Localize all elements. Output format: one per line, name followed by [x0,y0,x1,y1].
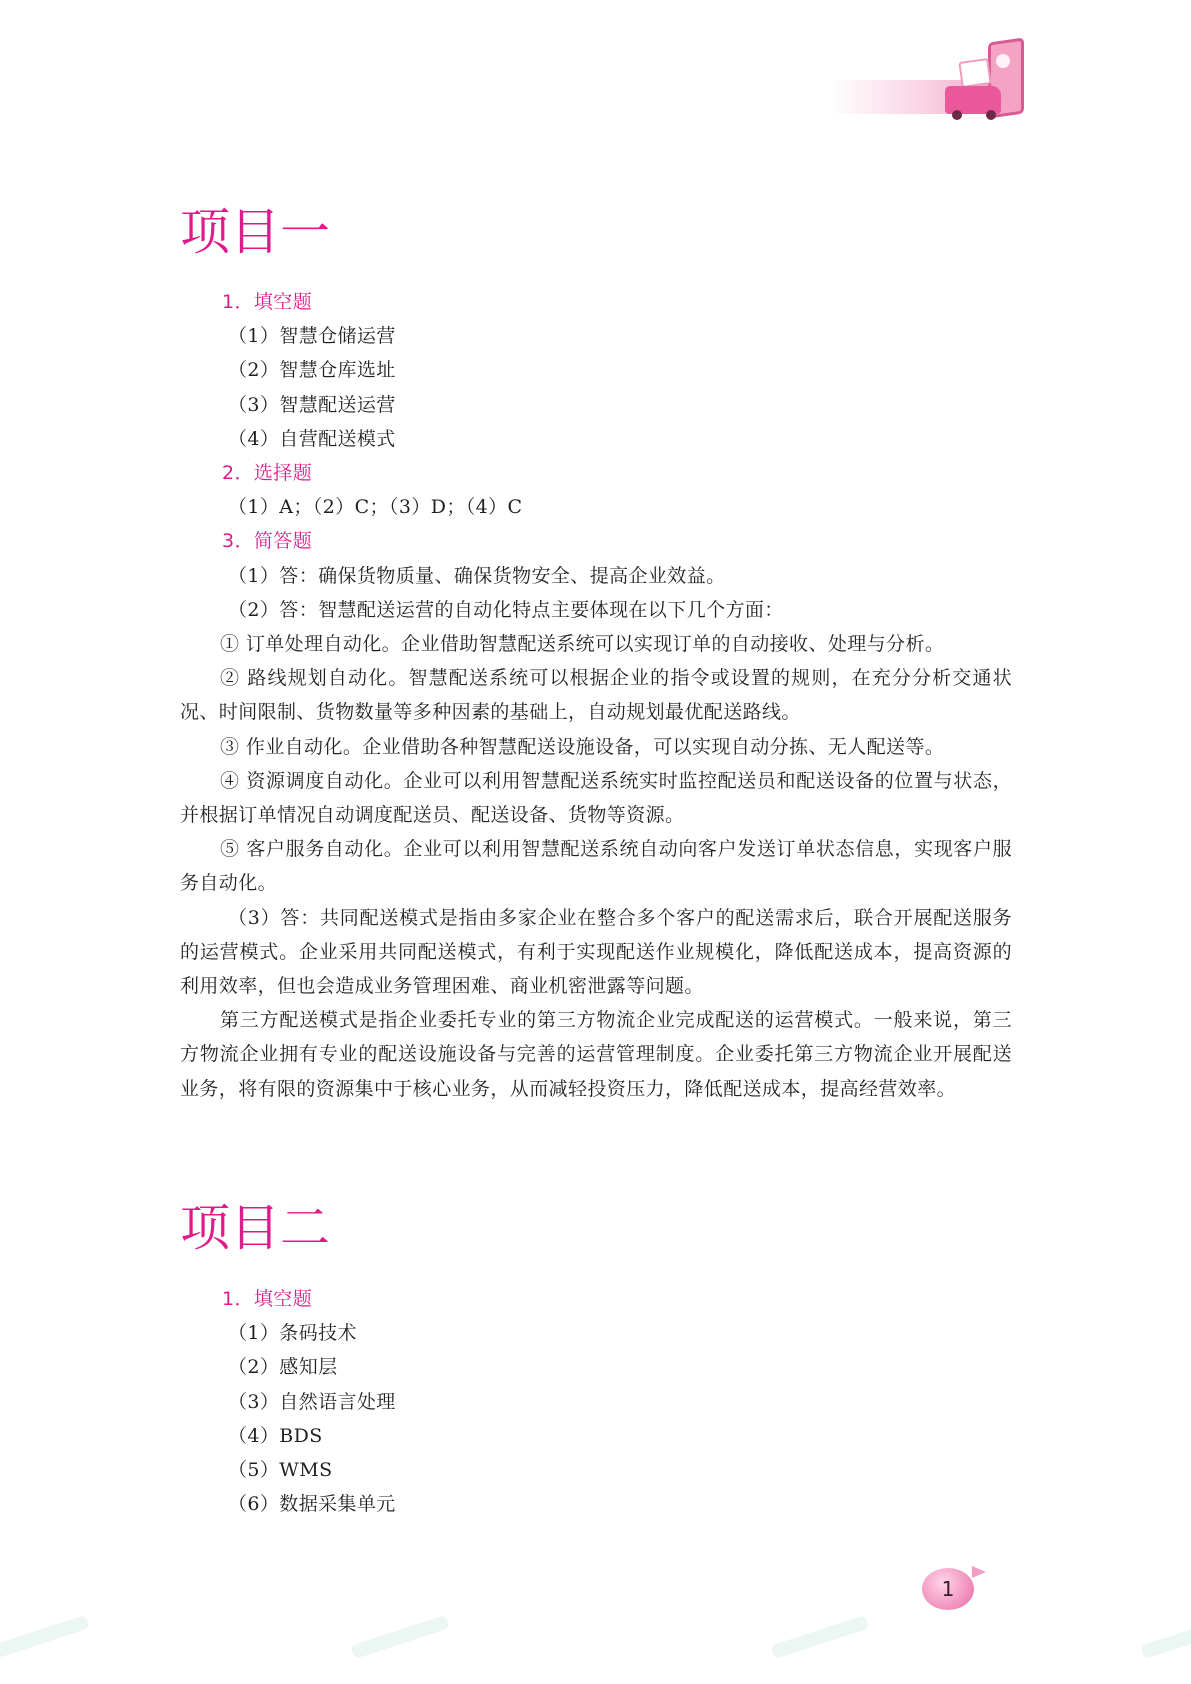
project1-body [180,285,1012,1106]
section-heading-choice: 2．选择题 [222,462,313,485]
answer-paragraph: （2）答：智慧配送运营的自动化特点主要体现在以下几个方面： [228,598,784,621]
answer-item: （4）BDS [228,1424,323,1447]
section-heading-short-answer: 3．简答题 [222,530,313,553]
answer-point: ⑤ 客户服务自动化。企业可以利用智慧配送系统自动向客户发送订单状态信息，实现客户服务自动化。 [180,838,1012,895]
flag-icon [972,1566,986,1578]
footer-watermark [770,1615,869,1659]
answer-item: （2）感知层 [228,1356,338,1379]
answer-item: （1）条码技术 [228,1322,357,1345]
answer-item: （4）自营配送模式 [228,427,396,450]
calendar-icon [958,58,991,88]
answer-item: （3）自然语言处理 [228,1390,396,1413]
location-pin-icon [996,54,1010,68]
section-heading-fill-blank: 1．填空题 [222,291,313,313]
answer-point: ③ 作业自动化。企业借助各种智慧配送设施设备，可以实现自动分拣、无人配送等。 [220,735,945,758]
answer-item: （1）A；（2）C；（3）D；（4）C [228,496,523,519]
answer-paragraph: 第三方配送模式是指企业委托专业的第三方物流企业完成配送的运营模式。一般来说，第三方物流企业拥有专业的配送设施设备与完善的运营管理制度。企业委托第三方物流企业开展配送业务，将有限的资源集中于核心业务，从而减轻投资压力，降低配送成本，提高经营效率。 [180,1009,1012,1100]
answer-paragraph: （1）答：确保货物质量、确保货物安全、提高企业效益。 [228,564,726,587]
project2-title: 项目二 [180,1199,330,1257]
answer-item: （3）智慧配送运营 [228,393,396,416]
footer-watermark [350,1615,449,1659]
footer-watermark [1140,1615,1191,1659]
answer-item: （1）智慧仓储运营 [228,325,396,348]
answer-point: ① 订单处理自动化。企业借助智慧配送系统可以实现订单的自动接收、处理与分析。 [220,633,945,656]
answer-item: （6）数据采集单元 [228,1493,396,1516]
project2-body [180,1282,1012,1521]
answer-paragraph: （3）答：共同配送模式是指由多家企业在整合多个客户的配送需求后，联合开展配送服务的运营模式。企业采用共同配送模式，有利于实现配送作业规模化，降低配送成本，提高资源的利用效率，但也会造成业务管理困难、商业机密泄露等问题。 [180,906,1012,998]
answer-point: ④ 资源调度自动化。企业可以利用智慧配送系统实时监控配送员和配送设备的位置与状态，并根据订单情况自动调度配送员、配送设备、货物等资源。 [180,769,1012,827]
answer-point: ② 路线规划自动化。智慧配送系统可以根据企业的指令或设置的规则，在充分分析交通状况、时间限制、货物数量等多种因素的基础上，自动规划最优配送路线。 [180,667,1012,724]
section-heading-fill-blank: 1．填空题 [222,1288,313,1310]
page-number: 1 [941,1577,955,1601]
truck-wheel-icon [986,110,996,120]
truck-wheel-icon [952,110,962,120]
answer-item: （2）智慧仓库选址 [228,359,396,382]
footer-watermark [0,1615,90,1659]
project1-title: 项目一 [180,203,330,261]
answer-item: （5）WMS [228,1459,333,1482]
